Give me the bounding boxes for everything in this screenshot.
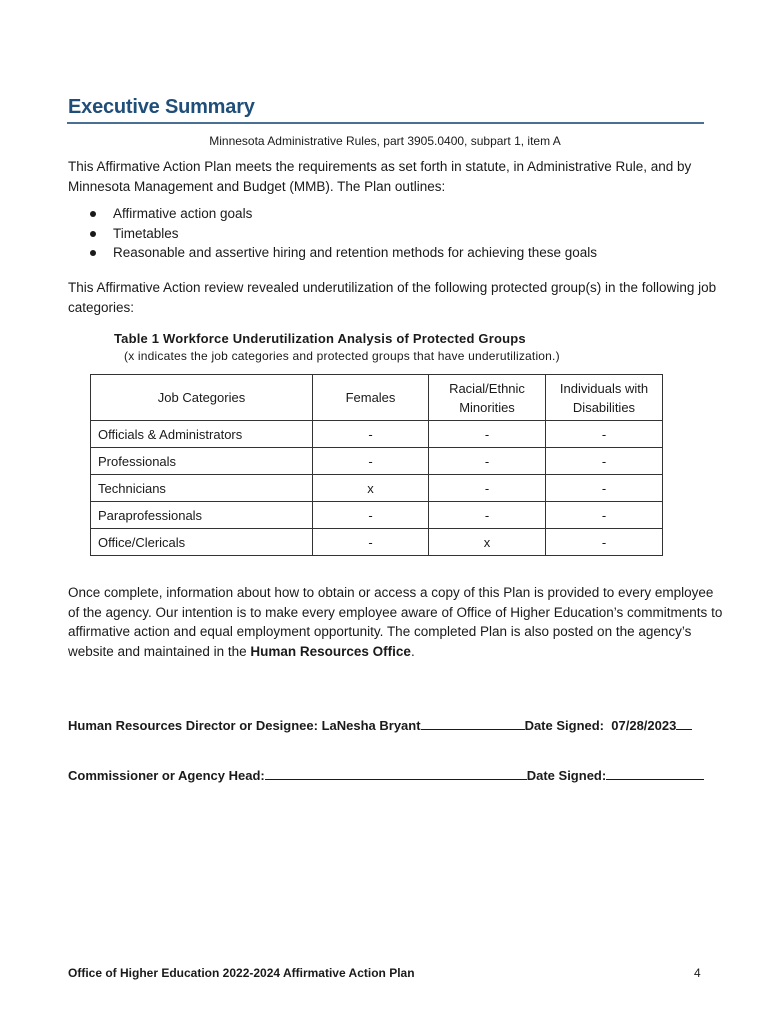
hr-signature-label: Human Resources Director or Designee: LaNesha Bryant	[68, 718, 421, 733]
females-cell: x	[313, 475, 429, 502]
hr-office-bold: Human Resources Office	[250, 643, 411, 659]
females-cell: -	[313, 448, 429, 475]
females-cell: -	[313, 421, 429, 448]
females-cell: -	[313, 502, 429, 529]
minorities-cell: -	[429, 421, 546, 448]
list-item: Reasonable and assertive hiring and retention methods for achieving these goals	[90, 243, 597, 263]
table-note: (x indicates the job categories and protected groups that have underutilization.)	[124, 349, 560, 363]
closing-paragraph	[68, 583, 728, 661]
header-job-categories: Job Categories	[91, 375, 313, 421]
hr-date-blank	[676, 716, 692, 730]
table-row	[91, 475, 663, 502]
commissioner-signature-line	[68, 766, 704, 783]
footer-title: Office of Higher Education 2022-2024 Affirmative Action Plan	[68, 966, 415, 980]
underutilization-table	[90, 374, 663, 556]
disabilities-cell: -	[546, 502, 663, 529]
rule-citation: Minnesota Administrative Rules, part 3905.0400, subpart 1, item A	[209, 134, 561, 148]
closing-text: Once complete, information about how to obtain or access a copy of this Plan is provided to every employee of the agency. Our intention is to make every employee aware of Office of Higher Education’s commitments to affirmative action and equal employment opportunity. The completed Plan is also posted on the agency’s website and maintained in the	[68, 585, 723, 659]
table-row	[91, 529, 663, 556]
list-item: Timetables	[90, 224, 597, 244]
hr-signature-blank	[421, 716, 525, 730]
header-females: Females	[313, 375, 429, 421]
job-category-cell: Professionals	[91, 448, 313, 475]
females-cell: -	[313, 529, 429, 556]
table-row	[91, 421, 663, 448]
closing-end: .	[410, 643, 415, 659]
section-heading: Executive Summary	[68, 96, 255, 118]
hr-signature-line	[68, 716, 692, 733]
table-row	[91, 502, 663, 529]
disabilities-cell: -	[546, 529, 663, 556]
hr-date-label: Date Signed:	[524, 718, 605, 733]
job-category-cell: Paraprofessionals	[91, 502, 313, 529]
minorities-cell: x	[429, 529, 546, 556]
hr-date-value: 07/28/2023	[611, 718, 677, 733]
minorities-cell: -	[429, 475, 546, 502]
header-disabilities: Individuals with Disabilities	[546, 375, 663, 421]
heading-divider	[67, 122, 704, 124]
intro-paragraph: This Affirmative Action Plan meets the requirements as set forth in statute, in Administrative Rule, and by Minnesota Management and Budget (MMB). The Plan outlines:	[68, 159, 692, 194]
job-category-cell: Technicians	[91, 475, 313, 502]
table-title: Table 1 Workforce Underutilization Analysis of Protected Groups	[114, 331, 526, 346]
job-category-cell: Office/Clericals	[91, 529, 313, 556]
page-number: 4	[694, 966, 701, 980]
table-row	[91, 448, 663, 475]
job-category-cell: Officials & Administrators	[91, 421, 313, 448]
table-header-row	[91, 375, 663, 421]
minorities-cell: -	[429, 502, 546, 529]
disabilities-cell: -	[546, 421, 663, 448]
commissioner-signature-blank	[265, 766, 527, 780]
commissioner-date-blank	[606, 766, 704, 780]
disabilities-cell: -	[546, 448, 663, 475]
plan-outline-list	[90, 204, 597, 263]
disabilities-cell: -	[546, 475, 663, 502]
header-minorities: Racial/Ethnic Minorities	[429, 375, 546, 421]
commissioner-signature-label: Commissioner or Agency Head:	[68, 768, 265, 783]
minorities-cell: -	[429, 448, 546, 475]
review-paragraph: This Affirmative Action review revealed underutilization of the following protected group(s) in the following job categories:	[68, 280, 717, 315]
commissioner-date-label: Date Signed:	[526, 768, 607, 783]
list-item: Affirmative action goals	[90, 204, 597, 224]
